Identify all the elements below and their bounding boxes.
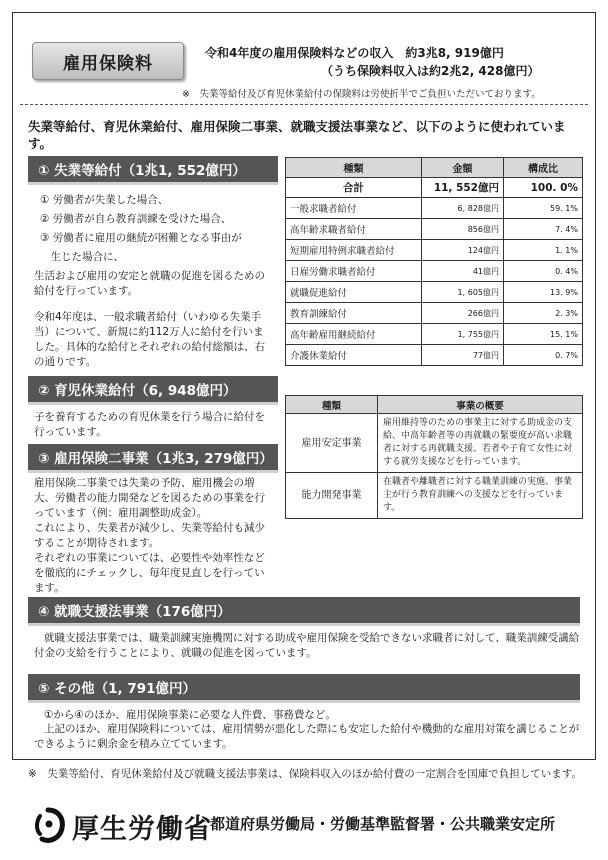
- table-row-total: [286, 178, 583, 198]
- cell-amount: 856億円: [422, 219, 504, 240]
- column-header: 事業の概要: [378, 396, 583, 414]
- section1-detail: 令和4年度は、一般求職者給付（いわゆる失業手当）について、新規に約112万人に給付を行いました。具体的な給付とそれぞれの給付総額は、右の通りです。: [34, 311, 265, 368]
- agencies-line: 都道府県労働局・労働基準監督署・公共職業安定所: [210, 815, 556, 833]
- programs-table: [285, 395, 583, 519]
- cell-name: 就職促進給付: [286, 282, 422, 303]
- table-row: [286, 219, 583, 240]
- cell-amount: 124億円: [422, 240, 504, 261]
- section-job-support-header: ④ 就職支援法事業（176億円）: [28, 597, 580, 623]
- list-item: ② 労働者が自ら教育訓練を受けた場合、: [40, 213, 232, 225]
- benefits-table: [285, 157, 583, 366]
- section2-description: 子を養育するための育児休業を行う場合に給付を行っています。: [34, 411, 265, 438]
- cell-description: 在職者や離職者に対する職業訓練の実施、事業主が行う教育訓練への支援などを行っています。: [378, 473, 583, 519]
- table-row: [286, 473, 583, 519]
- column-header: 金額: [422, 158, 504, 178]
- ministry-name: 厚生労働省: [72, 813, 212, 845]
- cell-name: 日雇労働求職者給付: [286, 261, 422, 282]
- cell-name: 高年齢雇用継続給付: [286, 324, 422, 345]
- section3-paragraph: 雇用保険二事業では失業の予防、雇用機会の増大、労働者の能力開発などを図るための事業を行っています（例：雇用調整助成金）。: [34, 477, 265, 519]
- column-header: 構成比: [504, 158, 583, 178]
- divider: [20, 104, 588, 105]
- section5-paragraph: 上記のほか、雇用保険料については、雇用情勢が悪化した際にも安定した給付や機動的な雇用対策を講じることができるように剰余金を積み立てています。: [34, 723, 580, 750]
- premium-note: ※ 失業等給付及び育児休業給付の保険料は労使折半でご負担いただいております。: [182, 89, 541, 100]
- cell-ratio: 59. 1%: [504, 198, 583, 219]
- cell-name: 一般求職者給付: [286, 198, 422, 219]
- table-row: [286, 198, 583, 219]
- footer-note: ※ 失業等給付、育児休業給付及び就職支援法事業は、保険料収入のほか給付費の一定割合を国庫で負担しています。: [28, 768, 582, 780]
- cell-amount: 11, 552億円: [422, 178, 504, 198]
- cell-ratio: 100. 0%: [504, 178, 583, 198]
- section3-paragraph: それぞれの事業については、必要性や効率性などを徹底的にチェックし、毎年度見直しを行っています。: [34, 552, 265, 594]
- table-row: [286, 414, 583, 473]
- cell-ratio: 15. 1%: [504, 324, 583, 345]
- cell-amount: 6, 828億円: [422, 198, 504, 219]
- section-unemployment-benefits-header: ① 失業等給付（1兆1, 552億円）: [28, 156, 278, 182]
- cell-name: 短期雇用特例求職者給付: [286, 240, 422, 261]
- cell-description: 雇用維持等のための事業主に対する助成金の支給、中高年齢者等の再就職の緊要度が高い求職者に対する再就職支援、若者や子育て女性に対する就労支援などを行っています。: [378, 414, 583, 473]
- table-row: [286, 303, 583, 324]
- table-row: [286, 345, 583, 366]
- cell-ratio: 0. 4%: [504, 261, 583, 282]
- column-header: 種類: [286, 396, 378, 414]
- cell-ratio: 13. 9%: [504, 282, 583, 303]
- table-row: [286, 261, 583, 282]
- cell-name: 合計: [286, 178, 422, 198]
- cell-amount: 41億円: [422, 261, 504, 282]
- table-row: [286, 324, 583, 345]
- revenue-total: 令和4年度の雇用保険料などの収入 約3兆8, 919億円: [205, 46, 504, 60]
- cell-name: 介護休業給付: [286, 345, 422, 366]
- list-item: 生じた場合に、: [40, 251, 124, 263]
- cell-name: 雇用安定事業: [286, 414, 378, 473]
- section4-description: 就職支援法事業では、職業訓練実施機関に対する助成や雇用保険を受給できない求職者に対して、職業訓練受講給付金の支給を行うことにより、就職の促進を図っています。: [34, 632, 580, 659]
- cell-amount: 1, 605億円: [422, 282, 504, 303]
- cell-name: 教育訓練給付: [286, 303, 422, 324]
- section-childcare-leave-header: ② 育児休業給付（6, 948億円）: [28, 376, 278, 402]
- list-item: ③ 労働者に雇用の継続が困難となる事由が: [40, 232, 242, 244]
- cell-name: 能力開発事業: [286, 473, 378, 519]
- section-other-header: ⑤ その他（1, 791億円）: [28, 674, 580, 700]
- ministry-emblem-icon: [28, 806, 68, 846]
- cell-amount: 1, 755億円: [422, 324, 504, 345]
- cell-ratio: 7. 4%: [504, 219, 583, 240]
- cell-ratio: 0. 7%: [504, 345, 583, 366]
- cell-amount: 77億円: [422, 345, 504, 366]
- ministry-logo: [28, 806, 212, 846]
- section5-paragraph: ①から④のほか、雇用保険事業に必要な人件費、事務費など。: [44, 709, 336, 721]
- column-header: 種類: [286, 158, 422, 178]
- section3-paragraph: これにより、失業者が減少し、失業等給付も減少することが期待されます。: [34, 522, 265, 549]
- section1-description: 生活および雇用の安定と就職の促進を図るための給付を行っています。: [34, 270, 265, 297]
- table-row: [286, 282, 583, 303]
- revenue-premium: （うち保険料収入は約2兆2, 428億円）: [321, 64, 540, 78]
- table-row: [286, 240, 583, 261]
- cell-amount: 266億円: [422, 303, 504, 324]
- cell-name: 高年齢求職者給付: [286, 219, 422, 240]
- section-two-programs-header: ③ 雇用保険二事業（1兆3, 279億円）: [28, 444, 278, 470]
- cell-ratio: 1. 1%: [504, 240, 583, 261]
- cell-ratio: 2. 3%: [504, 303, 583, 324]
- page-title: 雇用保険料: [32, 42, 184, 80]
- intro-text: 失業等給付、育児休業給付、雇用保険二事業、就職支援法事業など、以下のように使われています。: [28, 119, 566, 151]
- list-item: ① 労働者が失業した場合、: [40, 194, 169, 206]
